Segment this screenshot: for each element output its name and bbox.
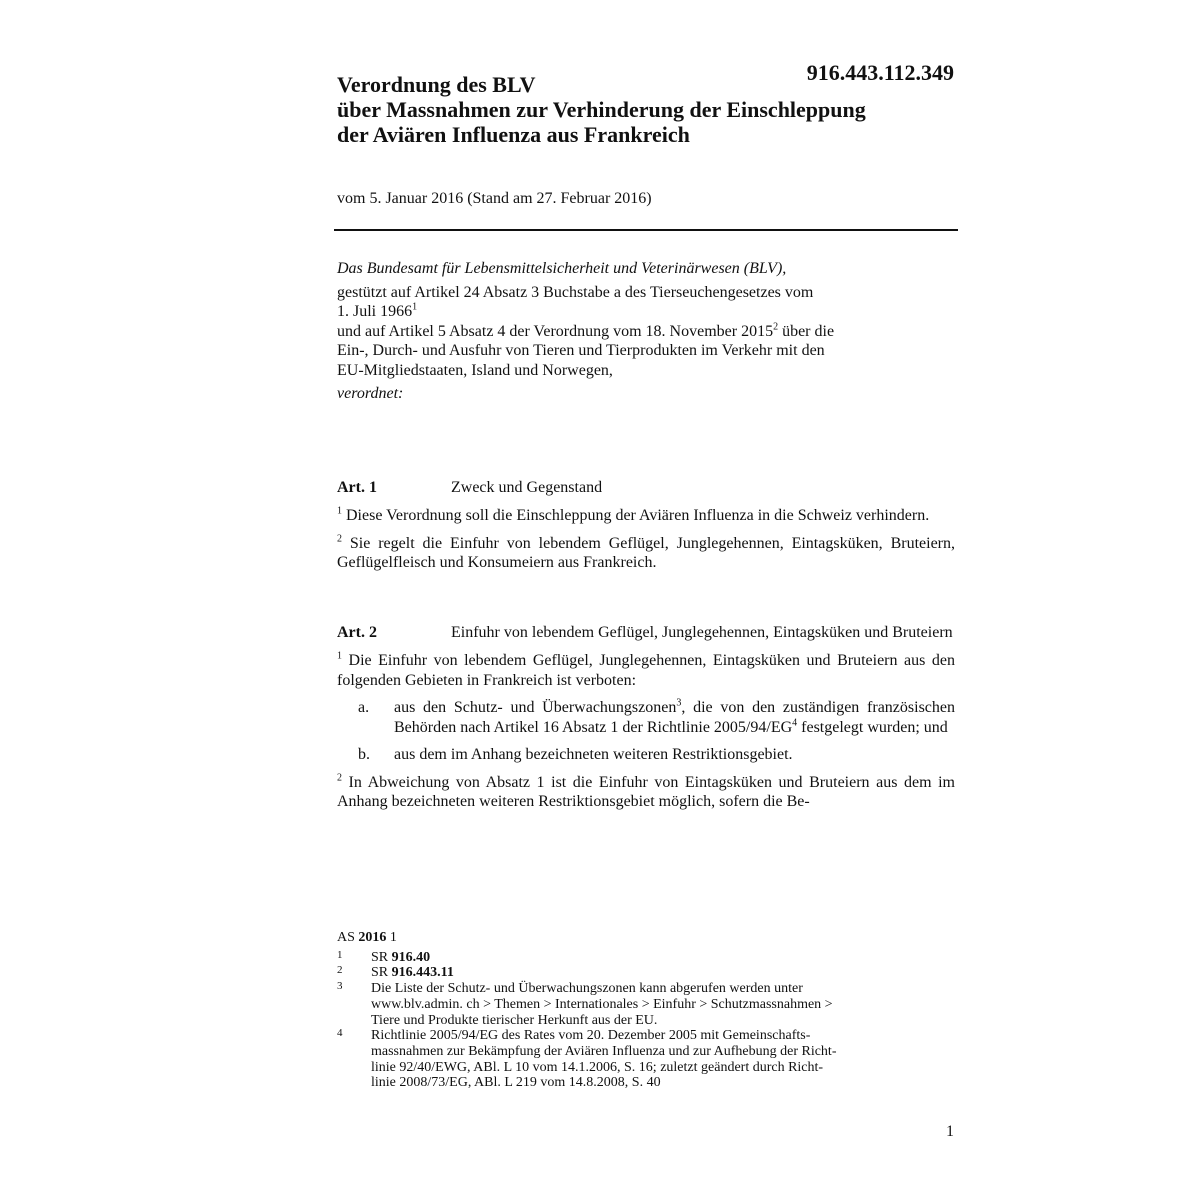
footnote: 1 SR 916.40: [337, 948, 431, 965]
article-heading: [337, 478, 955, 498]
list-item: a. aus den Schutz- und Überwachungszonen$^3$, die von den zuständigen französischen Behörden nach Artikel 16 Absatz 1 der Richtlinie $2005/94/EG^4$ festgelegt wurden; und: [358, 697, 955, 736]
as-reference: AS 2016 1: [337, 930, 397, 945]
title-line: der Aviären Influenza aus Frankreich: [337, 122, 690, 147]
article-1: [337, 478, 955, 573]
footnote-ref[interactable]: 4: [792, 717, 798, 729]
article-title: Einfuhr von lebendem Geflügel, Junglegehennen, Eintagsküken und Bruteiern: [451, 624, 953, 641]
article-number: Art. 1: [337, 479, 377, 496]
preamble-basis-2-cont: Ein-, Durch- und Ausfuhr von Tieren und Tierprodukten im Verkehr mit den: [337, 342, 825, 359]
sr-number: 916.443.112.349: [806, 60, 954, 85]
header-divider: [334, 229, 958, 231]
preamble-verordnet: verordnet:: [337, 385, 404, 402]
footnote-ref[interactable]: 2: [773, 321, 779, 333]
preamble-basis-1-cont: 1. Juli 1966$^1$: [337, 301, 418, 320]
footnote: 3 Die Liste der Schutz- und Überwachungszonen kann abgerufen werden unter www.blv.admin. ch > Themen > Internationales > Einfuhr > Schutzmassnahmen > Tiere und Produkte tierischer Herkunft aus der EU.: [337, 980, 833, 1028]
list-letter: a.: [358, 699, 370, 716]
preamble: [337, 259, 957, 404]
footnote-ref[interactable]: 3: [676, 697, 682, 709]
article-number: Art. 2: [337, 624, 377, 641]
article-paragraph: $^2$ In Abweichung von Absatz 1 ist die Einfuhr von Eintagsküken und Bruteiern aus dem im Anhang bezeichneten weiteren Restriktionsgebiet möglich, sofern die Be-: [337, 772, 955, 810]
list-letter: b.: [358, 746, 370, 763]
article-paragraph: $^1$ Die Einfuhr von lebendem Geflügel, Junglegehennen, Eintagsküken und Bruteiern aus den folgenden Gebieten in Frankreich ist verboten:: [337, 650, 955, 689]
list-item: b. aus dem im Anhang bezeichneten weiteren Restriktionsgebiet.: [358, 746, 793, 763]
footnote-ref[interactable]: 1: [412, 301, 418, 313]
title-line: über Massnahmen zur Verhinderung der Einschleppung: [337, 97, 866, 122]
article-title: Zweck und Gegenstand: [451, 479, 603, 496]
date-line: vom 5. Januar 2016 (Stand am 27. Februar 2016): [337, 190, 652, 207]
preamble-basis-2-cont: EU-Mitgliedstaaten, Island und Norwegen,: [337, 361, 613, 379]
footnote: 4 Richtlinie 2005/94/EG des Rates vom 20. Dezember 2005 mit Gemeinschafts- massnahmen zur Bekämpfung der Aviären Influenza und zur Aufhebung der Richt- linie 92/40/EWG, ABl. L 10 vom 14.1.2006, S. 16; zuletzt geändert durch Richt- linie 2008/73/EG, ABl. L 219 vom 14.8.2008, S. 40: [337, 1027, 837, 1091]
article-heading: [337, 623, 955, 643]
page-number: 1: [946, 1123, 954, 1140]
preamble-basis-2: und auf Artikel 5 Absatz 4 der Verordnung vom 18. November 2015$^2$ über die: [337, 321, 835, 340]
footnote: 2 SR 916.443.11: [337, 964, 454, 981]
document-title: [337, 72, 977, 147]
title-line: Verordnung des BLV: [337, 72, 536, 97]
footnotes: [337, 930, 957, 1091]
article-paragraph: $^2$ Sie regelt die Einfuhr von lebendem Geflügel, Junglegehennen, Eintagsküken, Bruteiern, Geflügelfleisch und Konsumeiern aus Frankreich.: [337, 533, 955, 571]
preamble-basis-1: gestützt auf Artikel 24 Absatz 3 Buchstabe a des Tierseuchengesetzes vom: [337, 283, 814, 301]
preamble-authority: Das Bundesamt für Lebensmittelsicherheit und Veterinärwesen (BLV),: [337, 260, 787, 277]
article-paragraph: $^1$ Diese Verordnung soll die Einschleppung der Aviären Influenza in die Schweiz verhindern.: [337, 505, 930, 524]
article-2: [337, 623, 955, 812]
